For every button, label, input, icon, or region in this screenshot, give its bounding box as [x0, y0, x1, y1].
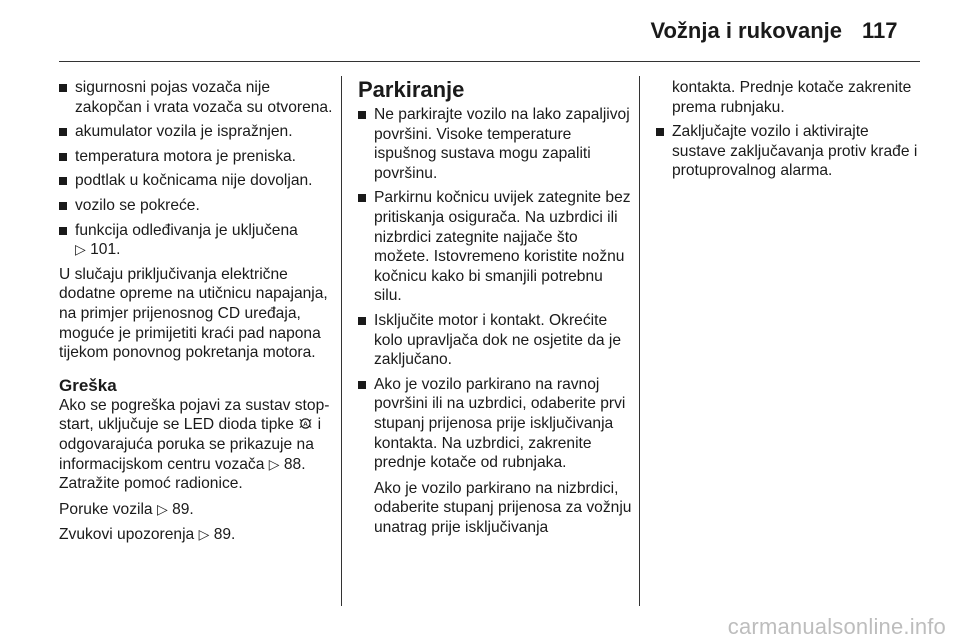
list-item: vozilo se pokreće. — [59, 196, 335, 216]
bullet-square-icon — [59, 153, 67, 161]
bullet-square-icon — [59, 202, 67, 210]
reference-arrow-icon: ▷ — [268, 455, 280, 472]
column-divider-right — [639, 76, 640, 606]
column-right — [656, 78, 922, 186]
bullet-square-icon — [59, 128, 67, 136]
bullet-square-icon — [656, 128, 664, 136]
list-item: sigurnosni pojas vozača nije zakopčan i vrata vozača su otvorena. — [59, 78, 335, 117]
bullet-square-icon — [59, 177, 67, 185]
locking-list — [656, 122, 922, 181]
bullet-square-icon — [59, 84, 67, 92]
page-reference[interactable]: 89. — [172, 500, 194, 518]
bullet-square-icon — [59, 227, 67, 235]
bullet-square-icon — [358, 381, 366, 389]
header-rule — [59, 61, 920, 62]
page-number: 117 — [862, 18, 898, 43]
vehicle-messages-reference: Poruke vozila ▷ 89. — [59, 500, 194, 518]
list-item: Ako je vozilo parkirano na ravnoj površini ili na uzbrdici, odaberite prvi stupanj prijenosa prije isključivanja kontakta. Na uzbrdici, zakrenite prednje kotače od rubnjaka. Ako je vozilo parkirano na nizbrdici, odaberite stupanj prijenosa za vožnju unatrag prije isključivanja — [358, 375, 634, 538]
svg-text:A: A — [303, 421, 309, 429]
list-item: akumulator vozila je ispražnjen. — [59, 122, 335, 142]
column-divider-left — [341, 76, 342, 606]
reference-arrow-icon: ▷ — [156, 500, 168, 517]
list-item: Zaključajte vozilo i aktivirajte sustave zaključavanja protiv krađe i protuprovalnog alarma. — [656, 122, 922, 181]
page-header-title: Vožnja i rukovanje — [650, 18, 842, 43]
list-item: Isključite motor i kontakt. Okrećite kolo upravljača dok ne osjetite da je zaključano. — [358, 311, 634, 370]
reference-arrow-icon: ▷ — [75, 241, 86, 258]
list-item: podtlak u kočnicama nije dovoljan. — [59, 171, 335, 191]
reference-arrow-icon: ▷ — [198, 526, 210, 543]
error-heading: Greška — [59, 375, 117, 395]
auto-stop-icon — [298, 416, 313, 431]
list-item: temperatura motora je preniska. — [59, 147, 335, 167]
list-item: Parkirnu kočnicu uvijek zategnite bez pritiskanja osigurača. Na uzbrdici ili nizbrdici zategnite najjače što možete. Istovremeno koristite nožnu kočnicu kako bi smanjili potrebnu silu. — [358, 188, 634, 306]
page-reference[interactable]: 89. — [213, 526, 236, 544]
list-item: Ne parkirajte vozilo na lako zapaljivoj površini. Visoke temperature ispušnog sustava mogu zapaliti površinu. — [358, 105, 634, 183]
column-middle — [358, 77, 634, 542]
continuation-paragraph: kontakta. Prednje kotače zakrenite prema rubnjaku. — [672, 79, 912, 116]
page-reference[interactable]: 101. — [90, 241, 121, 259]
list-item: funkcija odleđivanja je uključena ▷ 101. — [59, 221, 335, 260]
downhill-paragraph: Ako je vozilo parkirano na nizbrdici, odaberite stupanj prijenosa za vožnju unatrag prije isključivanja — [374, 479, 632, 536]
bullet-square-icon — [358, 317, 366, 325]
accessory-voltage-paragraph: U slučaju priključivanja električne dodatne opreme na utičnicu napajanja, na primjer prijenosnog CD uređaja, moguće je primijetiti kraći pad napona tijekom ponovnog pokretanja motora. — [59, 265, 328, 362]
condition-list — [59, 78, 335, 260]
error-paragraph: Ako se pogreška pojavi za sustav stop-start, uključuje se LED dioda tipke A i odgovarajuća poruka se prikazuje na informacijskom centru vozača ▷ 88. Zatražite pomoć radionice. — [59, 396, 330, 493]
parking-list — [358, 105, 634, 537]
page-reference[interactable]: 88. Zatražite pomoć radionice. — [59, 455, 306, 493]
warning-chimes-reference: Zvukovi upozorenja ▷ 89. — [59, 526, 236, 544]
watermark: carmanualsonline.info — [727, 614, 946, 639]
bullet-square-icon — [358, 194, 366, 202]
bullet-square-icon — [358, 111, 366, 119]
column-left — [59, 78, 335, 551]
parking-heading: Parkiranje — [358, 77, 465, 102]
